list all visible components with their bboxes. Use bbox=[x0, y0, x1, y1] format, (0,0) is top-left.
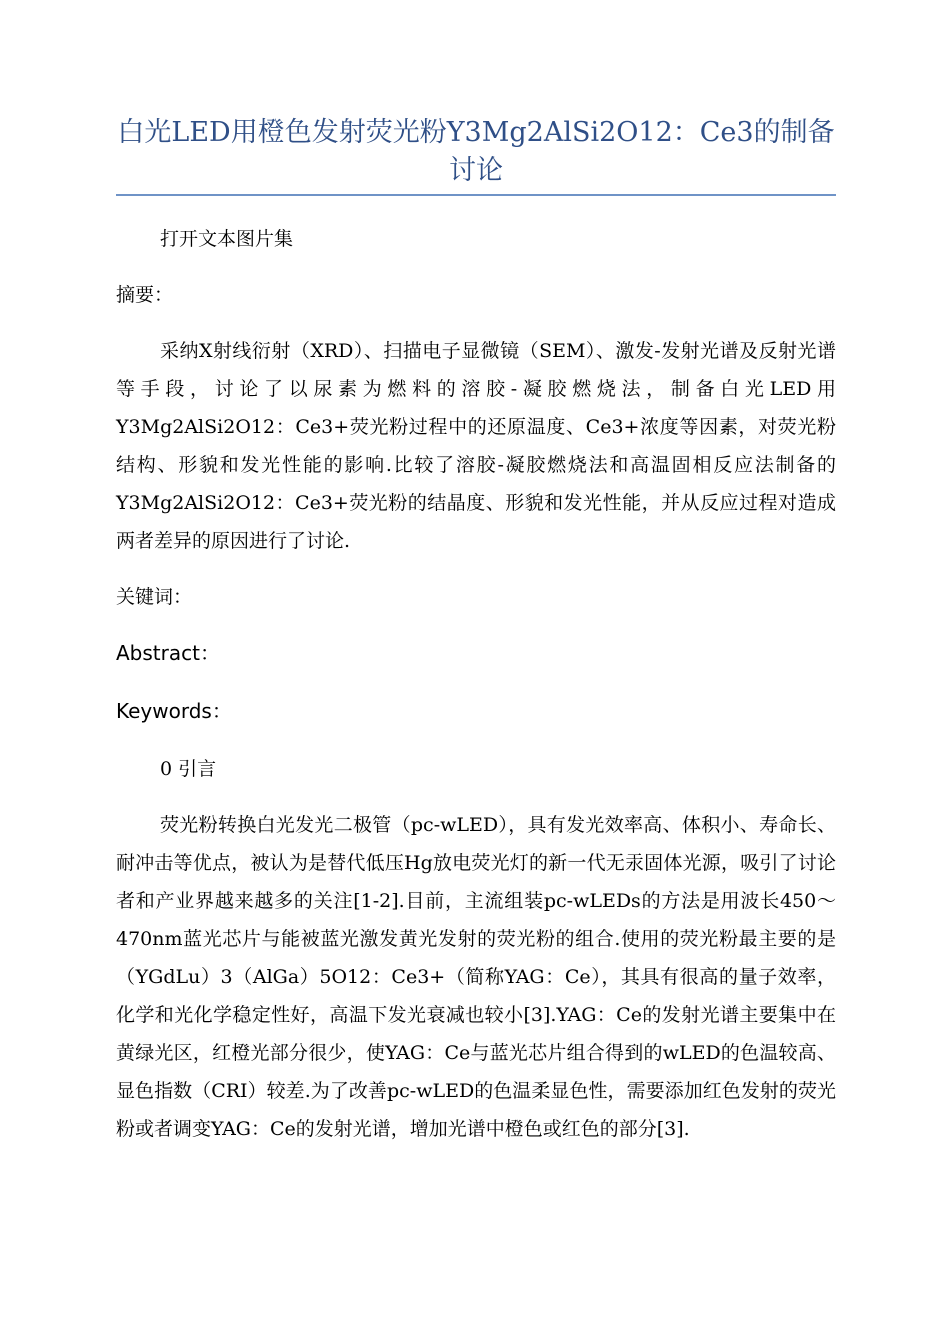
keywords-en-label: Keywords： bbox=[116, 699, 232, 723]
abstract-label: 摘要： bbox=[116, 284, 174, 306]
open-image-collection-link[interactable]: 打开文本图片集 bbox=[160, 228, 294, 250]
document-title: 白光LED用橙色发射荧光粉Y3Mg2AlSi2O12：Ce3的制备讨论 bbox=[116, 0, 836, 196]
section-heading: 0 引言 bbox=[160, 758, 217, 780]
intro-paragraph: 荧光粉转换白光发光二极管（pc-wLED），具有发光效率高、体积小、寿命长、耐冲击等优点，被认为是替代低压Hg放电荧光灯的新一代无汞固体光源，吸引了讨论者和产业界越来越多的关注[1-2].目前，主流组装pc-wLEDs的方法是用波长450～470nm蓝光芯片与能被蓝光激发黄光发射的荧光粉的组合.使用的荧光粉最主要的是（YGdLu）3（AlGa）5O12：Ce3+（简称YAG：Ce），其具有很高的量子效率，化学和光化学稳定性好，高温下发光衰减也较小[3].YAG：Ce的发射光谱主要集中在黄绿光区，红橙光部分很少，使YAG：Ce与蓝光芯片组合得到的wLED的色温较高、显色指数（CRI）较差.为了改善pc-wLED的色温柔显色性，需要添加红色发射的荧光粉或者调变YAG：Ce的发射光谱，增加光谱中橙色或红色的部分[3]. bbox=[116, 814, 836, 1140]
keywords-label: 关键词： bbox=[116, 586, 193, 608]
abstract-text: 采纳X射线衍射（XRD）、扫描电子显微镜（SEM）、激发-发射光谱及反射光谱等手段，讨论了以尿素为燃料的溶胶-凝胶燃烧法，制备白光LED用Y3Mg2AlSi2O12：Ce3+荧光粉过程中的还原温度、Ce3+浓度等因素，对荧光粉结构、形貌和发光性能的影响.比较了溶胶-凝胶燃烧法和高温固相反应法制备的Y3Mg2AlSi2O12：Ce3+荧光粉的结晶度、形貌和发光性能，并从反应过程对造成两者差异的原因进行了讨论. bbox=[116, 340, 836, 552]
abstract-en-label: Abstract： bbox=[116, 641, 220, 665]
document-page bbox=[116, 0, 836, 1148]
